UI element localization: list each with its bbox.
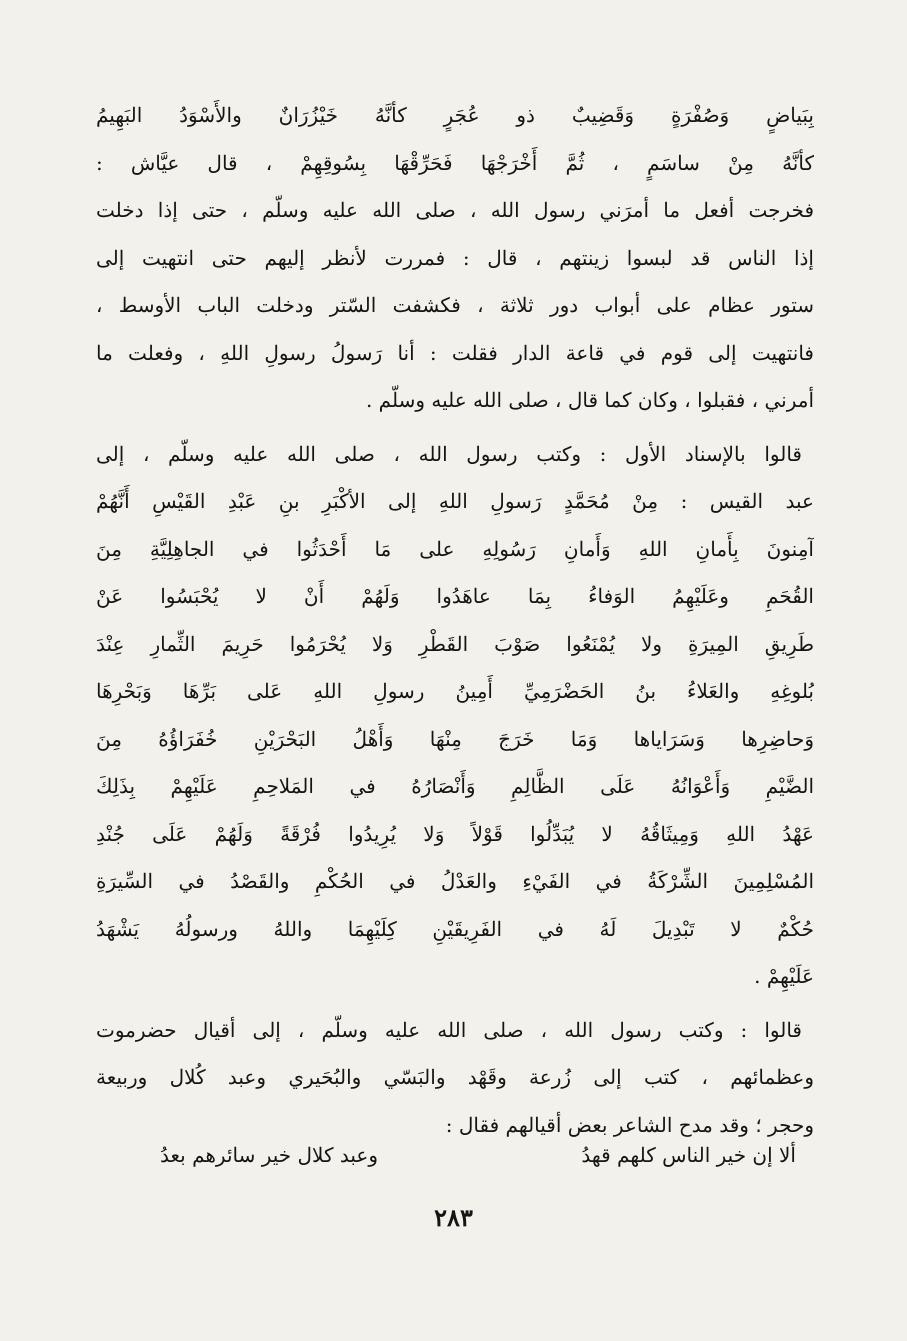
text-line: القُحَمِ وعَلَيْهِمُ الوَفاءُ بِمَا عاهَدُوا وَلَهُمْ أَنْ لا يُحْبَسُوا عَنْ xyxy=(96,584,814,608)
text-line: فخرجت أفعل ما أمرَني رسول الله ، صلى الله عليه وسلّم ، حتى إذا دخلت xyxy=(96,198,814,222)
text-line: قالوا بالإسناد الأول : وكتب رسول الله ، صلى الله عليه وسلّم ، إلى xyxy=(96,441,802,466)
text-line: فانتهيت إلى قوم في قاعة الدار فقلت : أنا رَسولُ رسولِ اللهِ ، وفعلت ما xyxy=(96,340,814,365)
text-line: عَلَيْهِمْ . xyxy=(754,964,814,988)
paragraph-1 xyxy=(96,92,814,425)
text-line: بِبَياضٍ وَصُفْرَةٍ وَقَضِيبٌ ذو عُجَرٍ كأنَّهُ خَيْزُرَانٌ والأَسْوَدُ البَهِيمُ xyxy=(96,103,814,127)
verse-second-hemistich: وعبد كلال خير سائرهم بعدُ xyxy=(160,1143,378,1167)
text-line: قالوا : وكتب رسول الله ، صلى الله عليه وسلّم ، إلى أقيال حضرموت xyxy=(96,1017,802,1042)
text-line: طَرِيقِ المِيرَةِ ولا يُمْنَعُوا صَوْبَ القَطْرِ وَلا يُحْرَمُوا حَرِيمَ الثِّمارِ عِنْدَ xyxy=(96,631,814,656)
verse-first-hemistich: ألا إن خير الناس كلهم قهدُ xyxy=(581,1143,796,1167)
text-line: آمِنونَ بِأَمانِ اللهِ وَأَمانِ رَسُولِهِ على مَا أَحْدَثُوا في الجاهِلِيَّةِ مِنَ xyxy=(96,536,814,561)
paragraph-3 xyxy=(96,1007,814,1150)
paragraph-2 xyxy=(96,431,814,1001)
text-line: أمرني ، فقبلوا ، وكان كما قال ، صلى الله عليه وسلّم . xyxy=(365,388,814,412)
text-line: المُسْلِمِينَ الشِّرْكَةُ في الفَيْءِ والعَدْلُ في الحُكْمِ والقَصْدُ في السِّيرَةِ xyxy=(96,869,814,893)
text-line: عَهْدُ اللهِ وَمِيثَاقُهُ لا يُبَدِّلُوا قَوْلاً وَلا يُرِيدُوا فُرْقَةً وَلَهُمْ عَلَى جُنْدِ xyxy=(96,821,814,846)
page-number: ٢٨٣ xyxy=(434,1203,473,1232)
text-line: بُلوغِهِ والعَلاءُ بنُ الحَضْرَمِيِّ أَمِينُ رسولِ اللهِ عَلى بَرِّهَا وَبَحْرِهَا xyxy=(96,679,814,703)
text-line: ستور عظام على أبواب دور ثلاثة ، فكشفت السّتر ودخلت الباب الأوسط ، xyxy=(96,293,814,317)
text-line: وَحاضِرِها وَسَرَاياها وَمَا خَرَجَ مِنْهَا وَأَهْلُ البَحْرَيْنِ خُفَرَاؤُهُ مِنَ xyxy=(96,726,814,751)
page-body xyxy=(96,92,814,1149)
text-line: وحجر ؛ وقد مدح الشاعر بعض أقيالهم فقال : xyxy=(445,1112,814,1137)
text-line: عبد القيس : مِنْ مُحَمَّدٍ رَسولِ اللهِ إلى الأكْبَرِ بنِ عَبْدِ القَيْسِ أَنَّهُمْ xyxy=(96,489,814,513)
text-line: كأنَّهُ مِنْ ساسَمٍ ، ثُمَّ أَخْرَجْهَا فَحَرِّقْهَا بِسُوقِهِمْ ، قال عيَّاش : xyxy=(96,150,814,175)
text-line: الضَّيْمِ وَأَعْوَانُهُ عَلَى الظَّالِمِ وَأَنْصَارُهُ في المَلاحِمِ عَلَيْهِمْ بِذَلِكَ xyxy=(96,774,814,798)
poetry-verse xyxy=(160,1135,796,1175)
text-line: وعظمائهم ، كتب إلى زُرعة وقَهْد والبَسّي والبُحَيري وعبد كُلال وربيعة xyxy=(96,1065,814,1089)
text-line: حُكْمٌ لا تَبْدِيلَ لَهُ في الفَرِيقَيْنِ كِلَيْهِمَا واللهُ ورسولُهُ يَشْهَدُ xyxy=(96,916,814,941)
text-line: إذا الناس قد لبسوا زينتهم ، قال : فمررت لأنظر إليهم حتى انتهيت إلى xyxy=(96,245,814,270)
